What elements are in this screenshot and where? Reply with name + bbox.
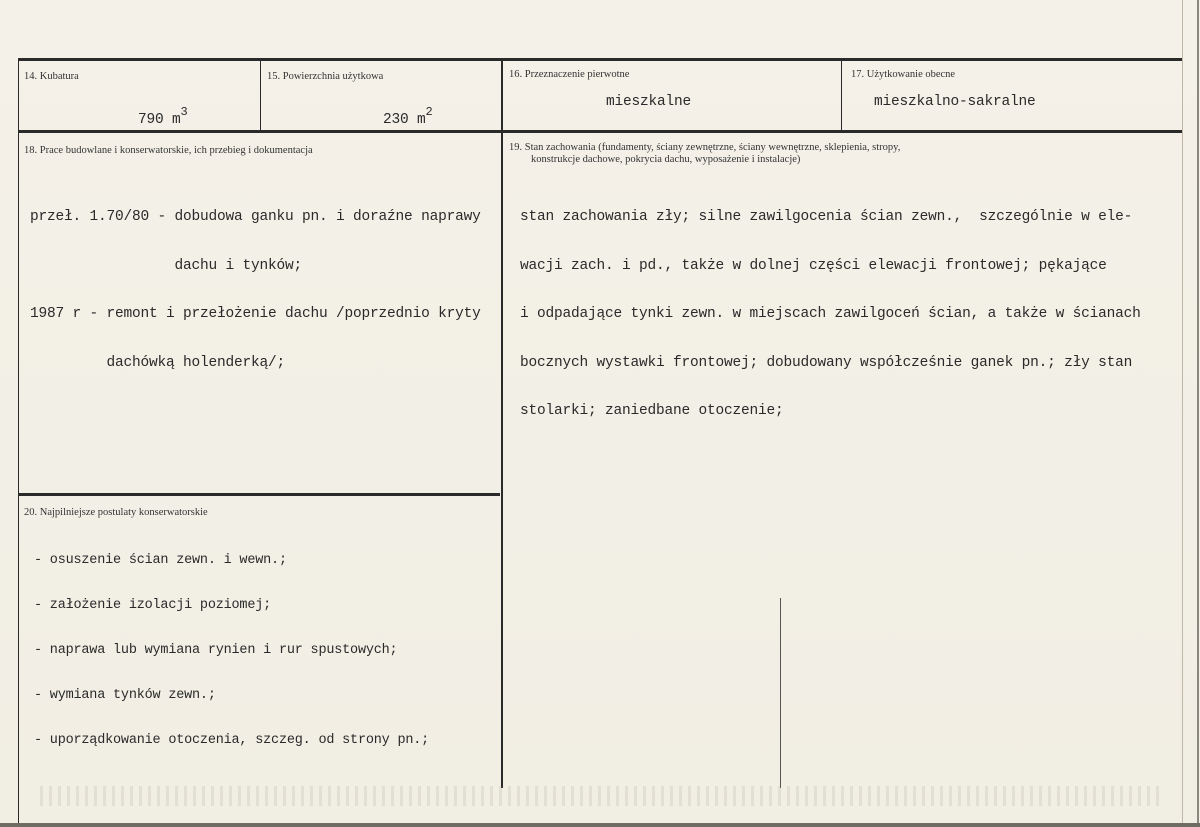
row1-divider-1 (260, 58, 261, 133)
f20-line: - założenie izolacji poziomej; (34, 598, 272, 613)
f20-line: - osuszenie ścian zewn. i wewn.; (34, 553, 287, 568)
f19-line: bocznych wystawki frontowej; dobudowany współcześnie ganek pn.; zły stan (520, 354, 1133, 371)
main-divider (501, 58, 503, 788)
row1-divider-3 (841, 58, 842, 133)
f15-label: 15. Powierzchnia użytkowa (267, 71, 384, 82)
f19-label-line-1: 19. Stan zachowania (fundamenty, ściany zewnętrzne, ściany wewnętrzne, sklepienia, stropy, (509, 142, 901, 153)
f16-label: 16. Przeznaczenie pierwotne (509, 69, 630, 80)
f20-text (34, 523, 429, 778)
bleed-through-marks (40, 786, 1160, 806)
f18-bottom-rule (18, 493, 500, 496)
row1-bottom-rule (18, 130, 1182, 133)
f19-faint-rule (780, 598, 781, 788)
f15-value: 230 $m^2$ (383, 105, 433, 128)
f20-label: 20. Najpilniejsze postulaty konserwatorskie (24, 507, 208, 518)
f14-label: 14. Kubatura (24, 71, 79, 82)
f19-line: stolarki; zaniedbane otoczenie; (520, 403, 784, 419)
f19-label-line-2: konstrukcje dachowe, pokrycia dachu, wyposażenie i instalacje) (531, 154, 801, 165)
left-rule (18, 58, 19, 823)
f14-unit-exponent: 3 (180, 105, 188, 119)
f17-value: mieszkalno-sakralne (874, 94, 1036, 110)
page-edge (1182, 0, 1183, 827)
f14-value: 790 $m^3$ (138, 105, 188, 128)
f20-line: - naprawa lub wymiana rynien i rur spustowych; (34, 643, 398, 658)
f18-line: przeł. 1.70/80 - dobudowa ganku pn. i doraźne naprawy (30, 209, 481, 225)
f19-line: i odpadające tynki zewn. w miejscach zawilgoceń ścian, a także w ścianach (520, 306, 1141, 322)
f20-line: - wymiana tynków zewn.; (34, 688, 216, 703)
page-edge-bottom (0, 823, 1200, 827)
f15-unit-exponent: 2 (425, 105, 433, 119)
page-edge-dark (1197, 0, 1199, 827)
f18-line: 1987 r - remont i przełożenie dachu /poprzednio kryty (30, 306, 481, 322)
f20-line: - uporządkowanie otoczenia, szczeg. od strony pn.; (34, 733, 430, 748)
f19-text (520, 177, 1141, 452)
f19-label (509, 142, 900, 166)
f16-value: mieszkalne (606, 94, 692, 110)
f19-line: stan zachowania zły; silne zawilgocenia ścian zewn., szczególnie w ele- (520, 209, 1133, 225)
f18-text (30, 177, 481, 403)
f17-label: 17. Użytkowanie obecne (851, 69, 956, 80)
top-rule (18, 58, 1182, 61)
f18-line: dachu i tynków; (30, 257, 303, 274)
f18-line: dachówką holenderką/; (30, 354, 286, 371)
f18-label: 18. Prace budowlane i konserwatorskie, ich przebieg i dokumentacja (24, 145, 313, 156)
f19-line: wacji zach. i pd., także w dolnej części elewacji frontowej; pękające (520, 257, 1107, 274)
